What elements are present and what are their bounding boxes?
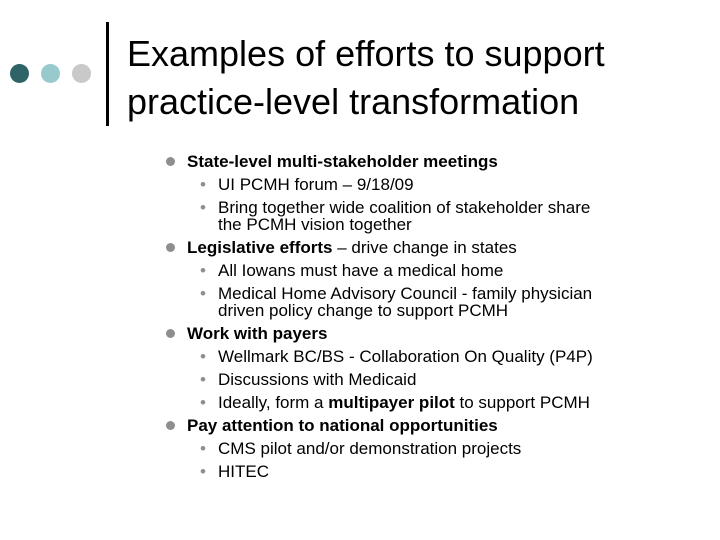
sub-bullet-text: CMS pilot and/or demonstration projects (218, 439, 522, 458)
sub-bullet-icon: • (200, 347, 206, 366)
sub-bullet-icon: • (200, 439, 206, 458)
sub-bullet-item (166, 282, 706, 322)
sub-bullet-item (166, 391, 706, 414)
sub-bullet-text (218, 391, 706, 414)
bullet-dot-icon (166, 329, 175, 338)
bullet-item-work-with-payers (166, 322, 706, 345)
sub-bullet-text: Bring together wide coalition of stakeholder share (218, 198, 591, 217)
sub-bullet-text: HITEC (218, 462, 269, 481)
sub-bullet-item (166, 259, 706, 282)
sub-bullet-text: Wellmark BC/BS - Collaboration On Quality (P4P) (218, 347, 593, 366)
sub-bullet-text: Medical Home Advisory Council - family physician (218, 284, 593, 303)
sub-bullet-item (166, 460, 706, 483)
decorative-dot-gray (72, 64, 91, 83)
decorative-dot-light (41, 64, 60, 83)
bullet-item-stakeholder-meetings (166, 150, 706, 173)
sub-bullet-icon: • (200, 393, 206, 412)
bullet-item-national-opportunities (166, 414, 706, 437)
bullet-item-text: Pay attention to national opportunities (187, 416, 498, 435)
sub-bullet-icon: • (200, 261, 206, 280)
sub-bullet-icon: • (200, 462, 206, 481)
sub-bullet-text: Discussions with Medicaid (218, 370, 417, 389)
sub-bullet-item (166, 368, 706, 391)
sub-bullet-text-continued: driven policy change to support PCMH (218, 301, 509, 320)
slide-title-line-2: practice-level transformation (127, 81, 580, 122)
bullet-item-legislative-efforts (166, 236, 706, 259)
sub-bullet-text-before: Ideally, form a (218, 393, 329, 412)
slide-title (127, 30, 707, 126)
decorative-dot-dark (10, 64, 29, 83)
bullet-item-text: Work with payers (187, 324, 328, 343)
bullet-dot-icon (166, 421, 175, 430)
sub-bullet-text-bold: multipayer pilot (328, 393, 455, 412)
bullet-dot-icon (166, 243, 175, 252)
sub-bullet-text-after: to support PCMH (454, 393, 590, 412)
title-divider (106, 22, 109, 126)
slide-title-line-1: Examples of efforts to support (127, 33, 605, 74)
sub-bullet-text: UI PCMH forum – 9/18/09 (218, 175, 414, 194)
sub-bullet-item (166, 173, 706, 196)
sub-bullet-item (166, 196, 706, 236)
sub-bullet-text-continued: the PCMH vision together (218, 215, 412, 234)
sub-bullet-icon: • (200, 284, 206, 303)
sub-bullet-icon: • (200, 198, 206, 217)
sub-bullet-icon: • (200, 370, 206, 389)
bullet-item-text: Legislative efforts (187, 238, 333, 257)
bullet-dot-icon (166, 157, 175, 166)
bullet-list (166, 150, 706, 483)
bullet-item-text: State-level multi-stakeholder meetings (187, 152, 498, 171)
bullet-item-text-rest: – drive change in states (332, 238, 517, 257)
sub-bullet-text: All Iowans must have a medical home (218, 261, 504, 280)
sub-bullet-icon: • (200, 175, 206, 194)
sub-bullet-item (166, 437, 706, 460)
sub-bullet-item (166, 345, 706, 368)
